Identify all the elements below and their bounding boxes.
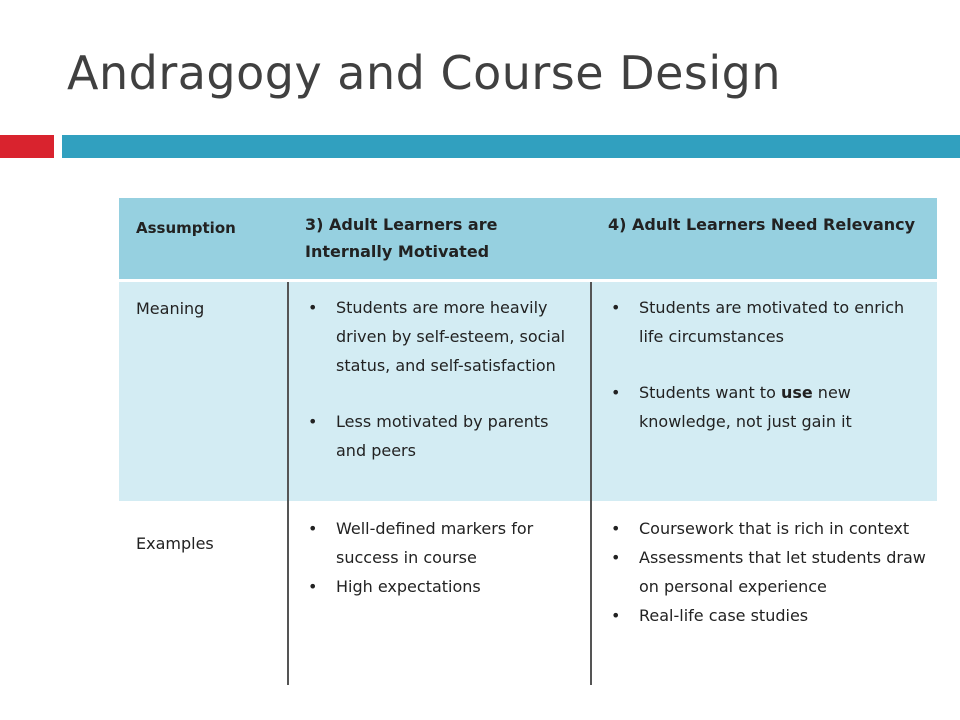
examples-motivation-cell xyxy=(288,501,591,685)
meaning-relevancy-cell xyxy=(591,280,937,501)
list-item xyxy=(306,293,582,380)
title-accent-bar-blue xyxy=(62,135,960,158)
slide-title: Andragogy and Course Design xyxy=(67,46,782,100)
list-item xyxy=(609,514,929,543)
examples-relevancy-cell xyxy=(591,501,937,685)
bullet-icon: • xyxy=(308,577,318,596)
header-need-relevancy: 4) Adult Learners Need Relevancy xyxy=(591,198,937,280)
list-item xyxy=(306,514,582,572)
list-item xyxy=(609,293,929,351)
list-item xyxy=(609,601,929,630)
table-row-meaning xyxy=(119,280,937,501)
meaning-relevancy-list xyxy=(592,282,937,436)
list-item-text: Coursework that is rich in context xyxy=(639,519,910,538)
header-internally-motivated: 3) Adult Learners are Internally Motivated xyxy=(288,198,591,280)
list-item-text-end: new knowledge, not just gain it xyxy=(639,382,852,431)
bullet-icon: • xyxy=(611,519,621,538)
list-item xyxy=(306,407,582,465)
meaning-motivation-cell xyxy=(288,280,591,501)
andragogy-table xyxy=(119,198,937,688)
bullet-icon: • xyxy=(611,297,621,317)
list-item-text: Students are more heavily driven by self-esteem, social status, and self-satisfaction xyxy=(336,297,566,375)
examples-relevancy-list xyxy=(592,501,937,630)
table-row-examples xyxy=(119,501,937,685)
list-item-text-start: Students want to xyxy=(639,382,781,402)
emphasized-word: use xyxy=(780,382,813,402)
list-item-text: Real-life case studies xyxy=(639,606,809,625)
bullet-icon: • xyxy=(308,411,318,431)
bullet-icon: • xyxy=(308,519,318,538)
table-header-row xyxy=(119,198,937,280)
row-label-meaning: Meaning xyxy=(136,298,205,318)
list-item-text xyxy=(639,383,852,431)
list-item-text: Well-defined markers for success in course xyxy=(336,519,534,567)
list-item-text: High expectations xyxy=(336,577,481,596)
list-item xyxy=(306,572,582,601)
list-item-text: Students are motivated to enrich life circumstances xyxy=(639,297,905,346)
title-accent-bar-red xyxy=(0,135,54,158)
bullet-icon: • xyxy=(611,606,621,625)
examples-motivation-list xyxy=(289,501,590,601)
list-item-text: Assessments that let students draw on personal experience xyxy=(639,548,926,596)
bullet-icon: • xyxy=(611,548,621,567)
list-item xyxy=(609,543,929,601)
bullet-icon: • xyxy=(308,297,318,317)
list-item-text: Less motivated by parents and peers xyxy=(336,411,549,460)
header-assumption: Assumption xyxy=(119,198,288,280)
meaning-motivation-list xyxy=(289,282,590,465)
list-item xyxy=(609,378,929,436)
row-label-examples: Examples xyxy=(136,534,214,553)
assumptions-table xyxy=(119,198,937,685)
bullet-icon: • xyxy=(611,382,621,402)
